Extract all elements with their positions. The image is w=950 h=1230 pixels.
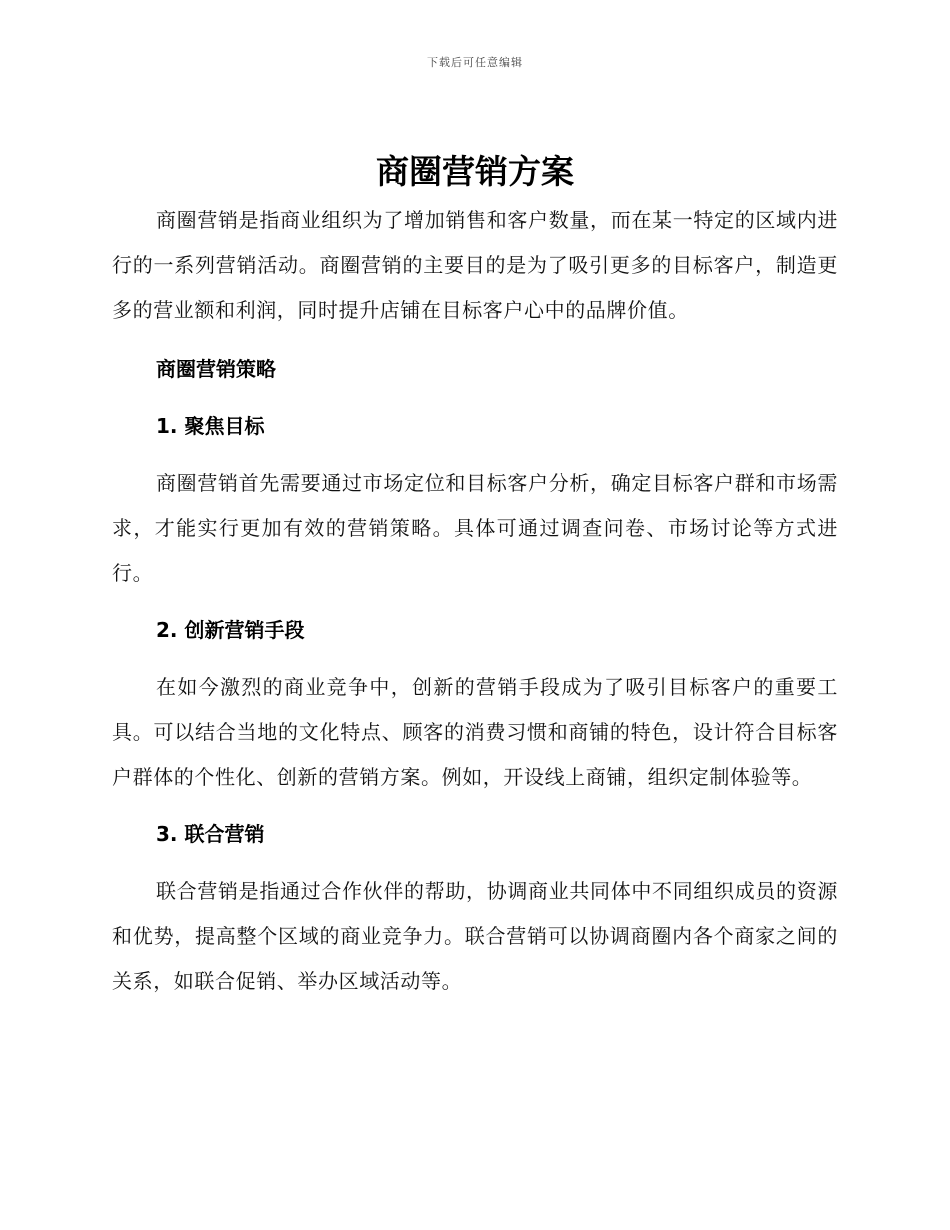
item-heading-1: 1. 聚焦目标: [156, 414, 265, 438]
item-heading-2: 2. 创新营销手段: [156, 618, 305, 642]
section-heading: 商圈营销策略: [156, 357, 276, 381]
item-paragraph-1: 商圈营销首先需要通过市场定位和目标客户分析，确定目标客户群和市场需求，才能实行更加有效的营销策略。具体可通过调查问卷、市场讨论等方式进行。: [112, 471, 838, 585]
item-paragraph-2: 在如今激烈的商业竞争中，创新的营销手段成为了吸引目标客户的重要工具。可以结合当地的文化特点、顾客的消费习惯和商铺的特色，设计符合目标客户群体的个性化、创新的营销方案。例如，开设线上商铺，组织定制体验等。: [112, 675, 838, 789]
document-title: 商圈营销方案: [376, 152, 574, 191]
item-heading-3: 3. 联合营销: [156, 822, 265, 846]
document-body: [112, 150, 838, 1004]
item-paragraph-3: 联合营销是指通过合作伙伴的帮助，协调商业共同体中不同组织成员的资源和优势，提高整个区域的商业竞争力。联合营销可以协调商圈内各个商家之间的关系，如联合促销、举办区域活动等。: [112, 879, 838, 993]
header-note: 下载后可任意编辑: [427, 56, 523, 69]
intro-paragraph: 商圈营销是指商业组织为了增加销售和客户数量，而在某一特定的区域内进行的一系列营销活动。商圈营销的主要目的是为了吸引更多的目标客户，制造更多的营业额和利润，同时提升店铺在目标客户心中的品牌价值。: [112, 208, 838, 322]
